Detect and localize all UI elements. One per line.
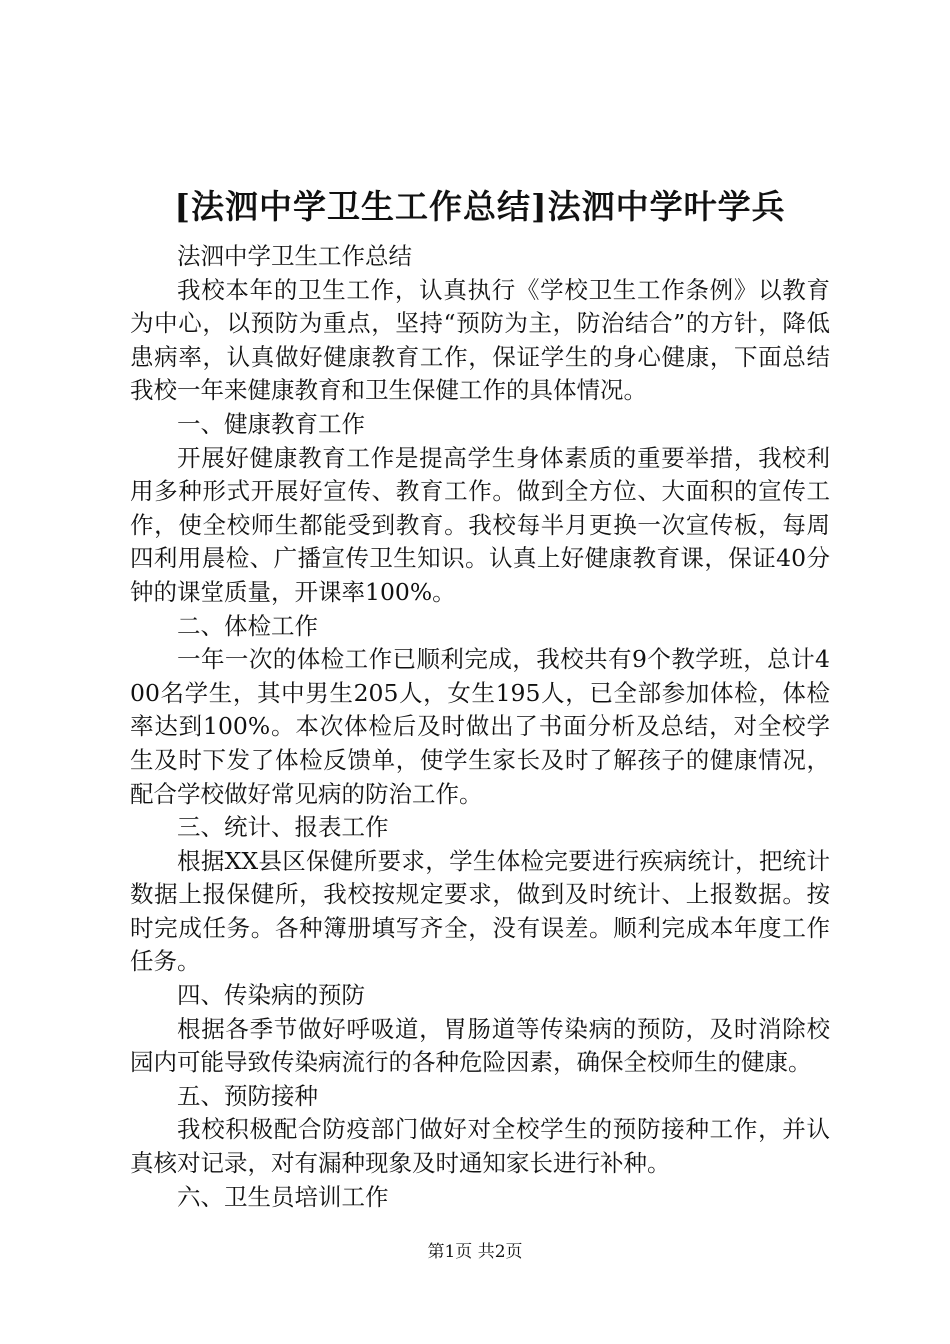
document-page [130, 180, 830, 1214]
section-heading-statistics: 三、统计、报表工作 [177, 813, 389, 842]
page-footer: 第1页 共2页 [427, 1242, 523, 1262]
document-title: [法泗中学卫生工作总结]法泗中学叶学兵 [174, 187, 786, 226]
section-heading-physical-exam: 二、体检工作 [177, 611, 318, 640]
statistics-paragraph: 根据XX县区保健所要求，学生体检完要进行疾病统计，把统计数据上报保健所，我校按规定要求，做到及时统计、上报数据。按时完成任务。各种簿册填写齐全，没有误差。顺利完成本年度工作任务。 [130, 846, 830, 976]
physical-exam-paragraph: 一年一次的体检工作已顺利完成，我校共有9个教学班，总计400名学生，其中男生205人，女生195人，已全部参加体检，体检率达到100%。本次体检后及时做出了书面分析及总结，对全校学生及时下发了体检反馈单，使学生家长及时了解孩子的健康情况，配合学校做好常见病的防治工作。 [130, 645, 830, 808]
section-heading-health-education: 一、健康教育工作 [177, 409, 365, 438]
vaccination-paragraph: 我校积极配合防疫部门做好对全校学生的预防接种工作，并认真核对记录，对有漏种现象及时通知家长进行补种。 [130, 1115, 830, 1178]
section-heading-disease-prevention: 四、传染病的预防 [177, 981, 365, 1010]
intro-paragraph: 我校本年的卫生工作，认真执行《学校卫生工作条例》以教育为中心，以预防为重点，坚持“预防为主，防治结合”的方针，降低患病率，认真做好健康教育工作，保证学生的身心健康，下面总结我校一年来健康教育和卫生保健工作的具体情况。 [130, 275, 830, 405]
section-heading-health-staff-training: 六、卫生员培训工作 [177, 1182, 389, 1211]
disease-prevention-paragraph: 根据各季节做好呼吸道，胃肠道等传染病的预防，及时消除校园内可能导致传染病流行的各种危险因素，确保全校师生的健康。 [130, 1014, 830, 1077]
section-heading-vaccination: 五、预防接种 [177, 1081, 318, 1110]
health-education-paragraph: 开展好健康教育工作是提高学生身体素质的重要举措，我校利用多种形式开展好宣传、教育工作。做到全方位、大面积的宣传工作，使全校师生都能受到教育。我校每半月更换一次宣传板，每周四利用晨检、广播宣传卫生知识。认真上好健康教育课，保证40分钟的课堂质量，开课率100%。 [130, 443, 830, 606]
section-heading-summary: 法泗中学卫生工作总结 [177, 242, 412, 270]
